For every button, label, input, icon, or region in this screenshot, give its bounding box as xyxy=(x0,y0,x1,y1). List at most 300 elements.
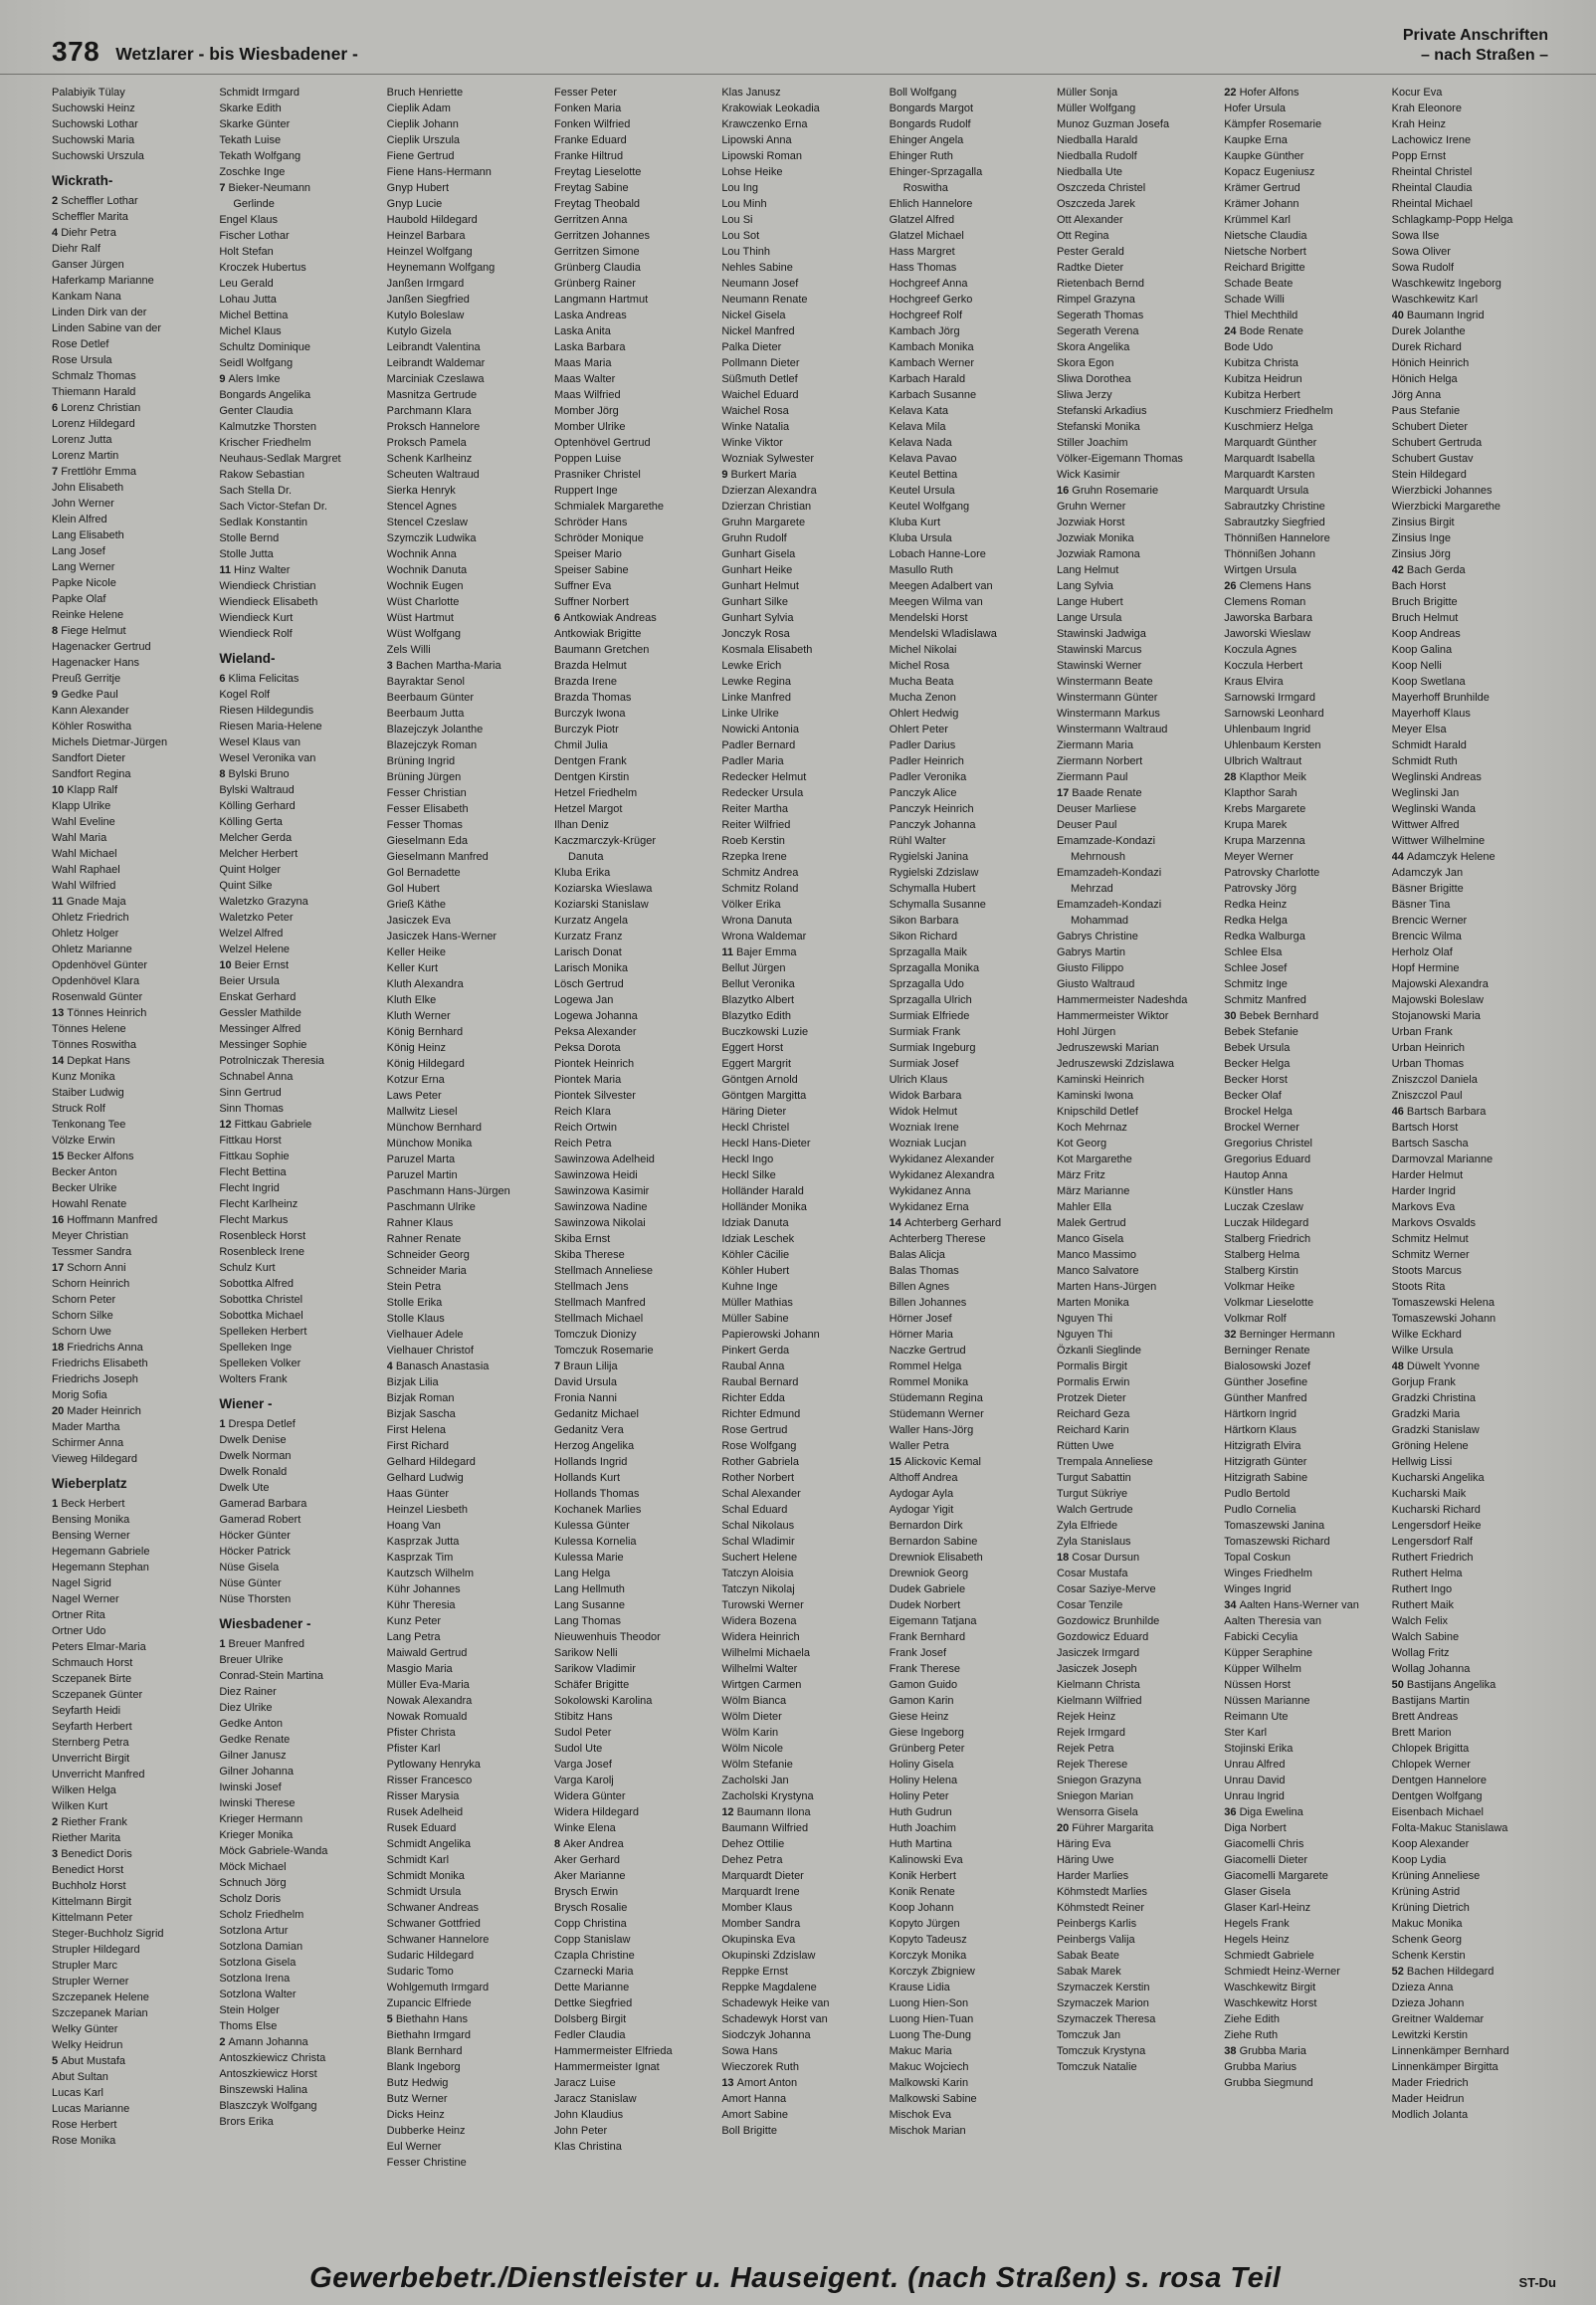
directory-entry: Sotzlona Artur xyxy=(219,1925,289,1937)
directory-entry: Häring Uwe xyxy=(1056,1854,1114,1866)
directory-entry: Krüning Dietrich xyxy=(1391,1902,1470,1914)
directory-entry: Makuc Monika xyxy=(1391,1918,1463,1930)
directory-entry: 46 Bartsch Barbara xyxy=(1391,1106,1487,1118)
directory-entry: Althoff Andrea xyxy=(889,1472,958,1484)
directory-entry: Linke Ulrike xyxy=(721,708,779,720)
directory-entry: Gilner Janusz xyxy=(219,1750,287,1762)
directory-entry: Krieger Monika xyxy=(219,1829,294,1841)
directory-entry: Stefanski Monika xyxy=(1056,421,1140,433)
directory-entry: Wilhelmi Michaela xyxy=(721,1647,810,1659)
directory-entry: Butz Werner xyxy=(386,2093,448,2105)
house-number: 14 xyxy=(889,1217,904,1229)
directory-entry: Meyer Werner xyxy=(1224,851,1294,863)
directory-entry: Copp Stanislaw xyxy=(553,1934,631,1946)
directory-entry: Kluba Kurt xyxy=(889,517,941,528)
directory-entry: Zniszczol Daniela xyxy=(1391,1074,1478,1086)
directory-entry: Rusek Adelheid xyxy=(386,1806,464,1818)
directory-entry: Huth Martina xyxy=(889,1838,952,1850)
directory-entry: Gradzki Stanislaw xyxy=(1391,1424,1480,1436)
directory-entry: Pinkert Gerda xyxy=(721,1345,790,1357)
directory-entry: Grieß Käthe xyxy=(386,899,446,911)
directory-entry: 44 Adamczyk Helene xyxy=(1391,851,1496,863)
directory-entry: Fittkau Horst xyxy=(219,1135,282,1147)
directory-entry: Sedlak Konstantin xyxy=(219,517,307,528)
directory-entry: Neumann Josef xyxy=(721,278,799,290)
directory-entry: 13 Tönnes Heinrich xyxy=(52,1007,147,1019)
directory-entry: 18 Friedrichs Anna xyxy=(52,1342,143,1354)
directory-entry: Giusto Filippo xyxy=(1056,962,1124,974)
directory-entry: Hegemann Gabriele xyxy=(52,1546,150,1558)
directory-entry: Schmidt Ursula xyxy=(386,1886,462,1898)
directory-entry: Koczula Herbert xyxy=(1224,660,1303,672)
directory-entry: Paus Stefanie xyxy=(1391,405,1461,417)
directory-entry: Stein Petra xyxy=(386,1281,442,1293)
directory-entry: Gelhard Ludwig xyxy=(386,1472,464,1484)
house-number: 42 xyxy=(1391,564,1407,576)
directory-entry: Bialosowski Jozef xyxy=(1224,1361,1311,1372)
directory-entry: Laska Andreas xyxy=(553,310,627,321)
directory-entry: Kaczmarczyk-Krüger xyxy=(553,835,657,847)
house-number: 17 xyxy=(52,1262,68,1274)
directory-entry: Riesen Hildegundis xyxy=(219,705,314,717)
directory-entry: Roeb Kerstin xyxy=(721,835,785,847)
directory-entry: Patrovsky Jörg xyxy=(1224,883,1297,895)
directory-entry: Sudaric Tomo xyxy=(386,1966,454,1978)
directory-entry: Schlee Josef xyxy=(1224,962,1288,974)
directory-entry: Chlopek Brigitta xyxy=(1391,1743,1470,1755)
directory-entry: Flecht Karlheinz xyxy=(219,1198,299,1210)
directory-entry: Beerbaum Jutta xyxy=(386,708,465,720)
directory-entry: Ott Alexander xyxy=(1056,214,1123,226)
section-title-line1: Private Anschriften xyxy=(1402,27,1548,44)
directory-entry: Gozdowicz Brunhilde xyxy=(1056,1615,1160,1627)
directory-entry: Süßmuth Detlef xyxy=(721,373,798,385)
directory-entry: Kluth Werner xyxy=(386,1010,451,1022)
house-number: 8 xyxy=(219,768,229,780)
directory-column xyxy=(890,85,1049,2171)
directory-entry: Clemens Roman xyxy=(1224,596,1306,608)
directory-entry: Lachowicz Irene xyxy=(1391,134,1472,146)
directory-entry: Momber Ulrike xyxy=(553,421,626,433)
footer-page-code: ST-Du xyxy=(1518,2275,1556,2290)
directory-entry: Wieczorek Ruth xyxy=(721,2061,799,2073)
directory-entry: Lang Thomas xyxy=(553,1615,622,1627)
directory-entry: Klapp Ulrike xyxy=(52,800,111,812)
directory-entry: 40 Baumann Ingrid xyxy=(1391,310,1485,321)
directory-entry: Widok Barbara xyxy=(889,1090,962,1102)
directory-entry: Müller Wolfgang xyxy=(1056,103,1136,114)
directory-entry: Thönnißen Johann xyxy=(1224,548,1316,560)
directory-entry: Tenkonang Tee xyxy=(52,1119,126,1131)
directory-entry: Lorenz Hildegard xyxy=(52,418,135,430)
directory-entry: Zinsius Birgit xyxy=(1391,517,1455,528)
directory-entry: Bizjak Lilia xyxy=(386,1376,439,1388)
directory-entry: Palabiyik Tülay xyxy=(52,87,125,99)
directory-entry: Zupancic Elfriede xyxy=(386,1997,472,2009)
directory-entry: Gol Hubert xyxy=(386,883,440,895)
directory-entry: Wüst Charlotte xyxy=(386,596,460,608)
directory-entry: Darmovzal Marianne xyxy=(1391,1153,1494,1165)
directory-entry: 48 Düwelt Yvonne xyxy=(1391,1361,1481,1372)
directory-entry: Folta-Makuc Stanislawa xyxy=(1391,1822,1508,1834)
directory-entry: Stalberg Kirstin xyxy=(1224,1265,1298,1277)
directory-entry: Schal Nikolaus xyxy=(721,1520,795,1532)
directory-entry: Greitner Waldemar xyxy=(1391,2013,1485,2025)
directory-entry: Mischok Marian xyxy=(889,2125,966,2137)
directory-entry: Fronia Nanni xyxy=(553,1392,617,1404)
directory-entry: Gunhart Silke xyxy=(721,596,788,608)
directory-entry: Spelleken Inge xyxy=(219,1342,293,1354)
directory-entry: Copp Christina xyxy=(553,1918,627,1930)
directory-entry-continuation: Mehrzad xyxy=(1070,883,1113,895)
directory-entry: Günther Josefine xyxy=(1224,1376,1308,1388)
directory-entry-continuation: Roswitha xyxy=(902,182,948,194)
directory-entry: Melcher Gerda xyxy=(219,832,293,844)
directory-entry: Winstermann Markus xyxy=(1056,708,1160,720)
directory-entry: 7 Braun Lilija xyxy=(553,1361,618,1372)
directory-entry: Rommel Monika xyxy=(889,1376,969,1388)
directory-column xyxy=(387,85,546,2171)
directory-entry: Bensing Werner xyxy=(52,1530,130,1542)
directory-entry: Lohau Jutta xyxy=(219,294,277,306)
directory-entry: Rose Monika xyxy=(52,2135,116,2147)
directory-entry: Schultz Dominique xyxy=(219,341,311,353)
house-number: 14 xyxy=(52,1055,68,1067)
directory-entry: Winges Ingrid xyxy=(1224,1583,1292,1595)
directory-entry: Laws Peter xyxy=(386,1090,442,1102)
directory-entry: Majowski Alexandra xyxy=(1391,978,1489,990)
directory-entry: Bruch Henriette xyxy=(386,87,464,99)
directory-entry: Breuer Ulrike xyxy=(219,1654,284,1666)
directory-entry: Surmiak Ingeburg xyxy=(889,1042,976,1054)
directory-entry: Kasprzak Jutta xyxy=(386,1536,460,1548)
directory-entry: Stellmach Michael xyxy=(553,1313,644,1325)
directory-entry: Kosmala Elisabeth xyxy=(721,644,813,656)
directory-entry: Neumann Renate xyxy=(721,294,808,306)
directory-entry: Dettke Siegfried xyxy=(553,1997,633,2009)
directory-entry: Urban Thomas xyxy=(1391,1058,1465,1070)
directory-entry: Göntgen Margitta xyxy=(721,1090,807,1102)
directory-entry: Fesser Peter xyxy=(553,87,617,99)
directory-entry: Wahl Raphael xyxy=(52,864,120,876)
directory-entry: Gessler Mathilde xyxy=(219,1007,301,1019)
directory-entry: Wohlgemuth Irmgard xyxy=(386,1982,490,1993)
directory-entry: Schubert Gertruda xyxy=(1391,437,1483,449)
directory-entry: Wollag Johanna xyxy=(1391,1663,1471,1675)
directory-entry: Schwaner Andreas xyxy=(386,1902,479,1914)
directory-entry: Hörner Josef xyxy=(889,1313,952,1325)
directory-entry: Szymaczek Marion xyxy=(1056,1997,1149,2009)
directory-entry: Waletzko Peter xyxy=(219,912,294,924)
directory-entry: Kielmann Christa xyxy=(1056,1679,1140,1691)
directory-entry: Eigemann Tatjana xyxy=(889,1615,977,1627)
directory-entry: Wahl Eveline xyxy=(52,816,115,828)
directory-entry: Cieplik Urszula xyxy=(386,134,461,146)
directory-entry: Jozwiak Monika xyxy=(1056,532,1134,544)
directory-entry: Redka Walburga xyxy=(1224,931,1305,943)
directory-entry: Sudol Peter xyxy=(553,1727,612,1739)
directory-entry: Waschkewitz Ingeborg xyxy=(1391,278,1501,290)
directory-entry: Kluba Ursula xyxy=(889,532,952,544)
directory-entry: Wilhelmi Walter xyxy=(721,1663,798,1675)
house-number: 13 xyxy=(721,2077,737,2089)
directory-entry: David Ursula xyxy=(553,1376,617,1388)
directory-entry: 24 Bode Renate xyxy=(1224,325,1303,337)
directory-entry: Bastijans Martin xyxy=(1391,1695,1470,1707)
directory-entry: Wollag Fritz xyxy=(1391,1647,1450,1659)
directory-entry: Skora Egon xyxy=(1056,357,1114,369)
directory-entry: Sarikow Vladimir xyxy=(553,1663,636,1675)
directory-entry: Konik Herbert xyxy=(889,1870,956,1882)
directory-entry: Sarikow Nelli xyxy=(553,1647,618,1659)
house-number: 20 xyxy=(1056,1822,1073,1834)
street-header: Wieland- xyxy=(219,651,276,666)
directory-entry: Wiendieck Kurt xyxy=(219,612,294,624)
directory-entry: Okupinski Zdzislaw xyxy=(721,1950,816,1962)
directory-entry: Bernardon Dirk xyxy=(889,1520,963,1532)
directory-entry: Padler Darius xyxy=(889,739,956,751)
directory-entry: Widera Heinrich xyxy=(721,1631,800,1643)
directory-entry: Szymaczek Theresa xyxy=(1056,2013,1156,2025)
directory-entry: 28 Klapthor Meik xyxy=(1224,771,1306,783)
directory-entry: Dubberke Heinz xyxy=(386,2125,466,2137)
directory-entry: Staiber Ludwig xyxy=(52,1087,124,1099)
directory-entry: Sarnowski Leonhard xyxy=(1224,708,1324,720)
directory-entry: Thiel Mechthild xyxy=(1224,310,1298,321)
directory-entry: Dudek Gabriele xyxy=(889,1583,966,1595)
directory-entry: Gunhart Helmut xyxy=(721,580,799,592)
directory-entry: Markovs Eva xyxy=(1391,1201,1456,1213)
directory-entry: Flecht Bettina xyxy=(219,1166,287,1178)
directory-entry: Turgut Sabattin xyxy=(1056,1472,1131,1484)
directory-entry: Balas Alicja xyxy=(889,1249,945,1261)
directory-entry: Drewniok Georg xyxy=(889,1568,969,1579)
house-number: 3 xyxy=(52,1848,62,1860)
directory-entry: Maas Wilfried xyxy=(553,389,621,401)
directory-entry: Gregorius Eduard xyxy=(1224,1153,1311,1165)
directory-entry: Hegemann Stephan xyxy=(52,1562,149,1573)
street-header: Wieberplatz xyxy=(52,1476,127,1491)
directory-entry: Skiba Therese xyxy=(553,1249,625,1261)
directory-entry: Kluth Elke xyxy=(386,994,437,1006)
directory-entry: Tomaszewski Janina xyxy=(1224,1520,1325,1532)
directory-entry: Sierka Henryk xyxy=(386,485,456,497)
directory-entry: Schmiedt Heinz-Werner xyxy=(1224,1966,1340,1978)
directory-entry: Harder Marlies xyxy=(1056,1870,1129,1882)
directory-entry: Kittelmann Birgit xyxy=(52,1896,132,1908)
directory-entry: Schmidt Karl xyxy=(386,1854,450,1866)
directory-entry: Brencic Wilma xyxy=(1391,931,1462,943)
directory-entry: Deuser Paul xyxy=(1056,819,1117,831)
directory-entry: Michel Klaus xyxy=(219,325,282,337)
directory-entry: Krämer Johann xyxy=(1224,198,1299,210)
directory-entry: Gieselmann Manfred xyxy=(386,851,489,863)
directory-entry: 5 Abut Mustafa xyxy=(52,2055,126,2067)
directory-entry: Stüdemann Regina xyxy=(889,1392,983,1404)
directory-entry: Zacholski Jan xyxy=(721,1775,789,1786)
directory-entry: Padler Heinrich xyxy=(889,755,964,767)
directory-entry: Luczak Hildegard xyxy=(1224,1217,1309,1229)
directory-entry: Mendelski Wladislawa xyxy=(889,628,997,640)
directory-entry: Rother Gabriela xyxy=(721,1456,799,1468)
directory-entry: Suffner Norbert xyxy=(553,596,629,608)
directory-entry: Kelava Kata xyxy=(889,405,948,417)
directory-entry: Koop Galina xyxy=(1391,644,1453,656)
directory-entry: Hagenacker Hans xyxy=(52,657,140,669)
directory-entry: Höcker Patrick xyxy=(219,1546,291,1558)
directory-entry: Hammermeister Nadeshda xyxy=(1056,994,1188,1006)
directory-entry: Aalten Theresia van xyxy=(1224,1615,1321,1627)
directory-entry: Sprzagalla Udo xyxy=(889,978,964,990)
directory-entry: Zacholski Krystyna xyxy=(721,1790,814,1802)
directory-entry: Marquardt Ursula xyxy=(1224,485,1309,497)
directory-entry: Kutylo Boleslaw xyxy=(386,310,465,321)
directory-entry: Volkmar Lieselotte xyxy=(1224,1297,1314,1309)
directory-entry: Wykidanez Alexander xyxy=(889,1153,995,1165)
directory-entry: Keutel Ursula xyxy=(889,485,955,497)
directory-entry: Kaminski Iwona xyxy=(1056,1090,1134,1102)
directory-entry: Szczepanek Marian xyxy=(52,2007,148,2019)
directory-entry: Thoms Else xyxy=(219,2020,278,2032)
directory-entry: Schnuch Jörg xyxy=(219,1877,287,1889)
directory-entry: Panczyk Alice xyxy=(889,787,957,799)
directory-entry: Kotzur Erna xyxy=(386,1074,445,1086)
directory-entry: Fesser Christian xyxy=(386,787,467,799)
directory-entry: Möck Michael xyxy=(219,1861,287,1873)
directory-entry: Lou Sot xyxy=(721,230,760,242)
directory-entry: Nüse Günter xyxy=(219,1577,282,1589)
directory-entry: Wykidanez Alexandra xyxy=(889,1169,995,1181)
directory-entry: Linden Sabine van der xyxy=(52,322,162,334)
directory-entry: Schade Willi xyxy=(1224,294,1285,306)
directory-entry: Schmidt Ruth xyxy=(1391,755,1458,767)
directory-entry: Wölm Dieter xyxy=(721,1711,782,1723)
directory-entry: Dzierzan Alexandra xyxy=(721,485,817,497)
directory-entry: Naczke Gertrud xyxy=(889,1345,966,1357)
directory-entry: Brett Andreas xyxy=(1391,1711,1459,1723)
directory-entry: Dwelk Denise xyxy=(219,1434,287,1446)
directory-entry: Riether Marita xyxy=(52,1832,121,1844)
directory-entry: Wölm Nicole xyxy=(721,1743,784,1755)
directory-entry: Scheuten Waltraud xyxy=(386,469,480,481)
directory-entry: Binszewski Halina xyxy=(219,2084,307,2096)
directory-entry: Schade Beate xyxy=(1224,278,1294,290)
directory-entry: Stellmach Manfred xyxy=(553,1297,646,1309)
directory-entry: Pudlo Bertold xyxy=(1224,1488,1291,1500)
directory-entry: Lang Helmut xyxy=(1056,564,1119,576)
directory-entry: König Bernhard xyxy=(386,1026,464,1038)
house-number: 15 xyxy=(889,1456,904,1468)
directory-entry: Gedke Anton xyxy=(219,1718,283,1730)
house-number: 10 xyxy=(219,959,235,971)
directory-entry: Kulessa Günter xyxy=(553,1520,630,1532)
directory-entry: Luczak Czeslaw xyxy=(1224,1201,1303,1213)
directory-entry: Steger-Buchholz Sigrid xyxy=(52,1928,164,1940)
directory-entry: Reiter Wilfried xyxy=(721,819,791,831)
directory-entry: Mader Heidrun xyxy=(1391,2093,1465,2105)
directory-entry: Kopyto Tadeusz xyxy=(889,1934,967,1946)
directory-entry: Padler Veronika xyxy=(889,771,967,783)
directory-entry: Grubba Siegmund xyxy=(1224,2077,1313,2089)
directory-entry: Fiene Gertrud xyxy=(386,150,455,162)
directory-entry: Drewniok Elisabeth xyxy=(889,1552,983,1564)
directory-entry: Munoz Guzman Josefa xyxy=(1056,118,1170,130)
directory-entry: Achterberg Therese xyxy=(889,1233,986,1245)
directory-entry: Stoots Rita xyxy=(1391,1281,1446,1293)
directory-entry: Tessmer Sandra xyxy=(52,1246,132,1258)
directory-entry: Keller Heike xyxy=(386,946,446,958)
directory-entry: 11 Hinz Walter xyxy=(219,564,291,576)
directory-entry: Sudol Ute xyxy=(553,1743,603,1755)
directory-entry: Kucharski Angelika xyxy=(1391,1472,1485,1484)
directory-entry: Kulessa Kornelia xyxy=(553,1536,637,1548)
directory-entry: Waschkewitz Birgit xyxy=(1224,1982,1316,1993)
directory-entry: Stefanski Arkadius xyxy=(1056,405,1147,417)
directory-entry: Kühr Theresia xyxy=(386,1599,456,1611)
directory-entry: Waller Hans-Jörg xyxy=(889,1424,974,1436)
directory-entry: Wiendieck Christian xyxy=(219,580,316,592)
directory-entry: Sach Stella Dr. xyxy=(219,485,293,497)
directory-entry: Cosar Tenzile xyxy=(1056,1599,1123,1611)
directory-entry: Tekath Luise xyxy=(219,134,282,146)
directory-entry: Leu Gerald xyxy=(219,278,274,290)
directory-entry: Schubert Dieter xyxy=(1391,421,1469,433)
directory-entry: Gelhard Hildegard xyxy=(386,1456,476,1468)
directory-entry: Maas Maria xyxy=(553,357,612,369)
directory-entry: Sniegon Marian xyxy=(1056,1790,1134,1802)
directory-entry: Strupler Marc xyxy=(52,1960,118,1972)
directory-entry: Schmalz Thomas xyxy=(52,370,136,382)
directory-entry: Ziermann Norbert xyxy=(1056,755,1143,767)
directory-entry: Kämpfer Rosemarie xyxy=(1224,118,1322,130)
directory-entry: Bernardon Sabine xyxy=(889,1536,978,1548)
house-number: 1 xyxy=(219,1418,229,1430)
directory-entry: Rygielski Janina xyxy=(889,851,969,863)
directory-entry: Heckl Ingo xyxy=(721,1153,774,1165)
directory-entry: Flecht Ingrid xyxy=(219,1182,280,1194)
directory-entry: Ohlert Peter xyxy=(889,724,948,735)
directory-entry: Rose Ursula xyxy=(52,354,112,366)
directory-entry: Bartsch Horst xyxy=(1391,1122,1459,1134)
directory-entry: Risser Francesco xyxy=(386,1775,473,1786)
directory-entry: Gamon Karin xyxy=(889,1695,954,1707)
directory-entry: Stolle Klaus xyxy=(386,1313,445,1325)
directory-entry-continuation: Mohammad xyxy=(1070,915,1129,927)
directory-entry: Rose Herbert xyxy=(52,2119,117,2131)
directory-entry: Rose Gertrud xyxy=(721,1424,788,1436)
directory-entry: Tekath Wolfgang xyxy=(219,150,301,162)
directory-entry: Risser Marysia xyxy=(386,1790,460,1802)
directory-entry: Wierzbicki Margarethe xyxy=(1391,501,1501,513)
directory-entry: Wensorra Gisela xyxy=(1056,1806,1138,1818)
house-number: 28 xyxy=(1224,771,1240,783)
directory-entry: 2 Riether Frank xyxy=(52,1816,127,1828)
directory-entry: Peksa Dorota xyxy=(553,1042,621,1054)
directory-entry: Sotzlona Damian xyxy=(219,1941,303,1953)
directory-entry: Ilhan Deniz xyxy=(553,819,610,831)
directory-entry: Gozdowicz Eduard xyxy=(1056,1631,1149,1643)
directory-entry: Schal Eduard xyxy=(721,1504,788,1516)
directory-entry: Emamzadeh-Kondazi xyxy=(1056,867,1162,879)
directory-entry: Buczkowski Luzie xyxy=(721,1026,809,1038)
directory-entry: 1 Beck Herbert xyxy=(52,1498,125,1510)
directory-entry: Tomczuk Jan xyxy=(1056,2029,1121,2041)
house-number: 30 xyxy=(1224,1010,1240,1022)
directory-entry: Stawinski Werner xyxy=(1056,660,1142,672)
directory-entry: Schmidt Monika xyxy=(386,1870,465,1882)
directory-entry: Skarke Günter xyxy=(219,118,291,130)
directory-entry: Stein Hildegard xyxy=(1391,469,1467,481)
